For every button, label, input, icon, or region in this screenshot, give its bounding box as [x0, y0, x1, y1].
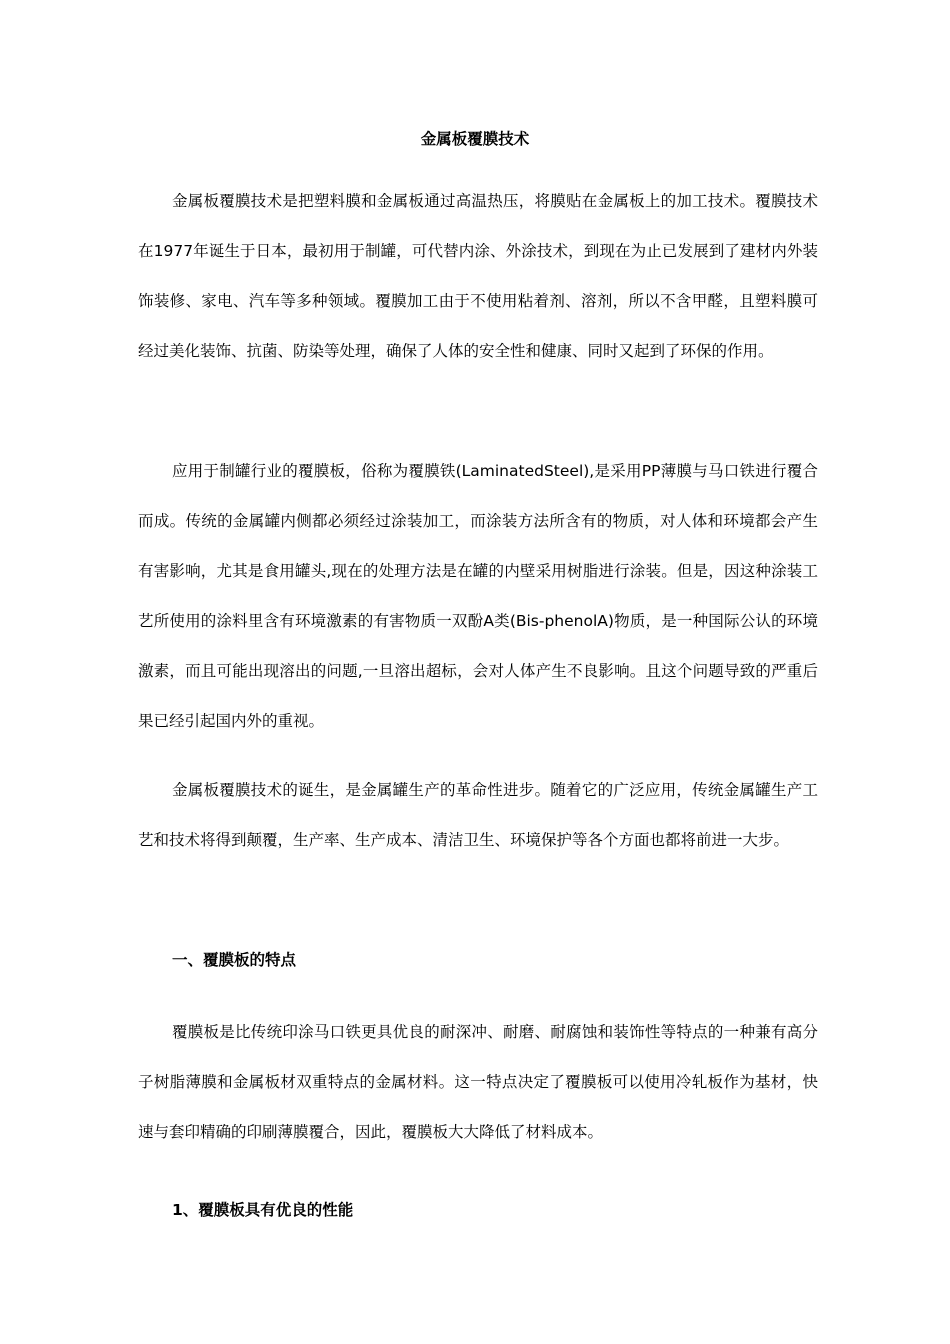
- canning-paragraph: 应用于制罐行业的覆膜板，俗称为覆膜铁(LaminatedSteel),是采用PP薄膜与马口铁进行覆合而成。传统的金属罐内侧都必须经过涂装加工，而涂装方法所含有的物质，对人体和环境都会产生有害影响，尤其是食用罐头,现在的处理方法是在罐的内壁采用树脂进行涂装。但是，因这种涂装工艺所使用的涂料里含有环境激素的有害物质一双酚A类(Bis-phenolA)物质，是一种国际公认的环境激素，而且可能出现溶出的问题,一旦溶出超标，会对人体产生不良影响。且这个问题导致的严重后果已经引起国内外的重视。: [138, 462, 818, 730]
- subsection-heading-performance: 1、覆膜板具有优良的性能: [172, 1201, 354, 1219]
- document-title: 金属板覆膜技术: [420, 130, 530, 148]
- features-paragraph: 覆膜板是比传统印涂马口铁更具优良的耐深冲、耐磨、耐腐蚀和装饰性等特点的一种兼有高分子树脂薄膜和金属板材双重特点的金属材料。这一特点决定了覆膜板可以使用冷轧板作为基材，快速与套印精确的印刷薄膜覆合，因此，覆膜板大大降低了材料成本。: [138, 1023, 818, 1141]
- intro-paragraph: 金属板覆膜技术是把塑料膜和金属板通过高温热压，将膜贴在金属板上的加工技术。覆膜技术在1977年诞生于日本，最初用于制罐，可代替内涂、外涂技术，到现在为止已发展到了建材内外装饰装修、家电、汽车等多种领域。覆膜加工由于不使用粘着剂、溶剂，所以不含甲醛，且塑料膜可经过美化装饰、抗菌、防染等处理，确保了人体的安全性和健康、同时又起到了环保的作用。: [138, 192, 818, 360]
- section-heading-features: 一、覆膜板的特点: [172, 951, 297, 969]
- innovation-paragraph: 金属板覆膜技术的诞生，是金属罐生产的革命性进步。随着它的广泛应用，传统金属罐生产工艺和技术将得到颠覆，生产率、生产成本、清洁卫生、环境保护等各个方面也都将前进一大步。: [138, 781, 818, 849]
